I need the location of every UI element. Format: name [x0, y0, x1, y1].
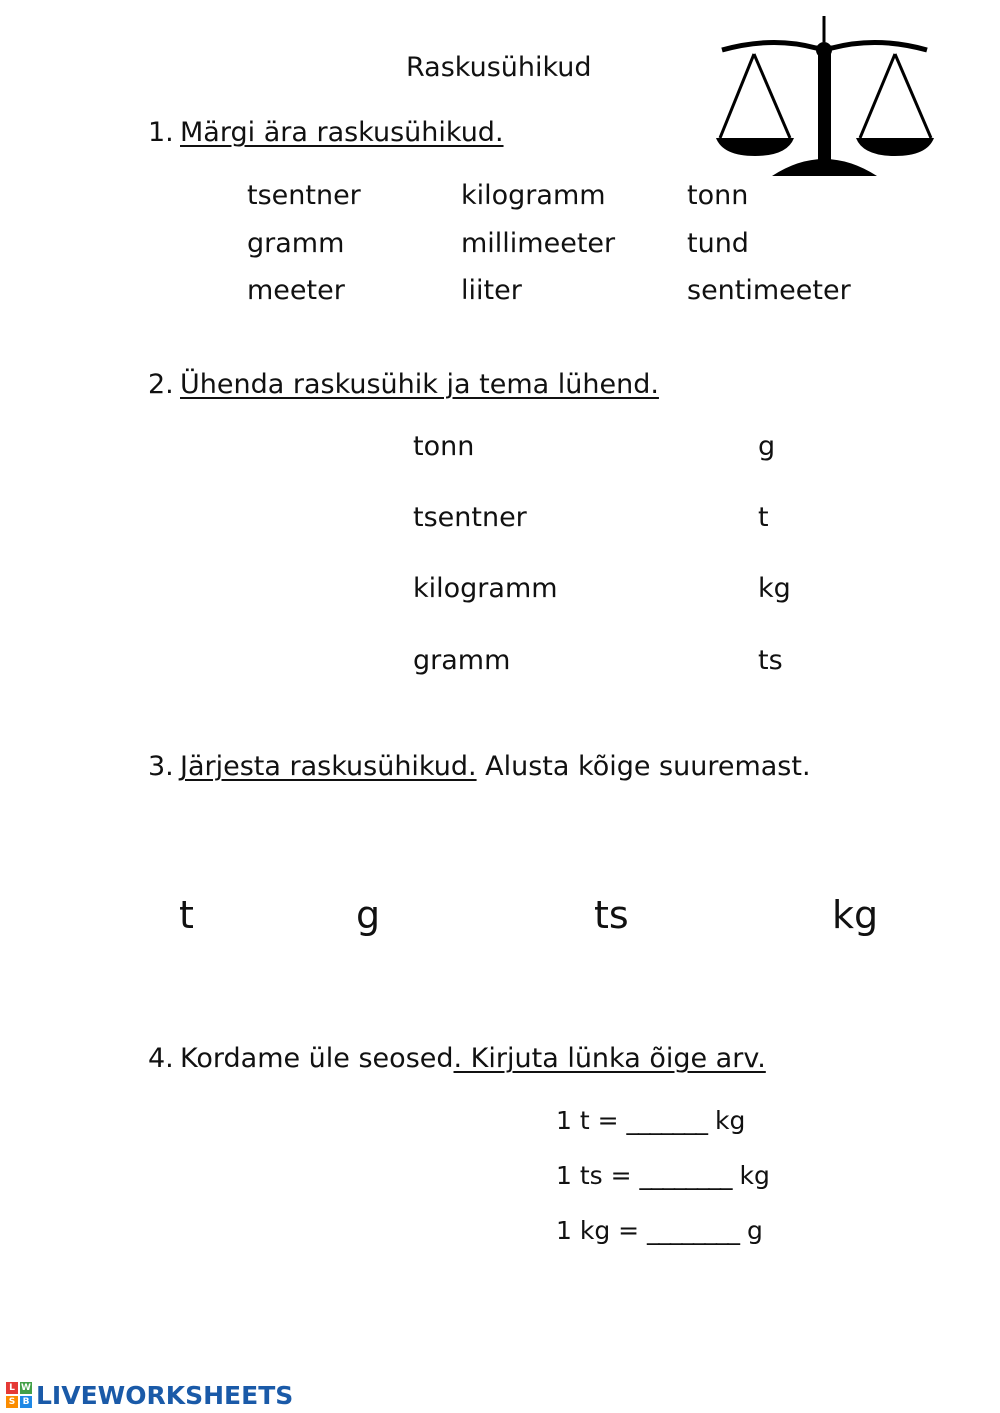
- q1-word[interactable]: gramm: [247, 228, 345, 259]
- q3-number: 3.: [148, 751, 174, 782]
- equation-left: 1 ts =: [556, 1161, 632, 1190]
- equation-unit: kg: [739, 1161, 770, 1190]
- balance-scale-icon: [712, 14, 937, 182]
- q1-prompt: Märgi ära raskusühikud.: [180, 117, 504, 148]
- equation-unit: g: [747, 1216, 763, 1245]
- q2-abbreviation[interactable]: g: [758, 431, 776, 462]
- q2-unit[interactable]: tonn: [413, 431, 475, 462]
- equation-left: 1 kg =: [556, 1216, 640, 1245]
- q2-abbreviation[interactable]: t: [758, 502, 769, 533]
- q4-prompt-underlined: . Kirjuta lünka õige arv.: [453, 1043, 766, 1074]
- q3-item[interactable]: kg: [832, 893, 879, 937]
- q2-prompt: Ühenda raskusühik ja tema lühend.: [180, 369, 659, 400]
- equation-unit: kg: [714, 1106, 746, 1135]
- q4-equation: [556, 1106, 745, 1135]
- q3-prompt-rest: Alusta kõige suuremast.: [476, 751, 811, 782]
- q4-equation: [556, 1161, 770, 1190]
- q2-number: 2.: [148, 369, 174, 400]
- q4-number: 4.: [148, 1043, 174, 1074]
- logo-text: LIVEWORKSHEETS: [36, 1380, 294, 1410]
- q4-prompt-plain: Kordame üle seosed: [180, 1043, 454, 1074]
- q3-item[interactable]: ts: [594, 893, 629, 937]
- q2-unit[interactable]: gramm: [413, 645, 511, 676]
- equation-left: 1 t =: [556, 1106, 619, 1135]
- q1-word[interactable]: millimeeter: [461, 228, 616, 259]
- answer-blank[interactable]: ________: [639, 1161, 732, 1190]
- page-title: Raskusühikud: [406, 52, 592, 83]
- q4-prompt: [180, 1043, 766, 1074]
- q4-equation: [556, 1216, 763, 1245]
- logo-icon: [6, 1382, 32, 1408]
- q2-abbreviation[interactable]: ts: [758, 645, 783, 676]
- q1-number: 1.: [148, 117, 174, 148]
- logo-cell: L: [6, 1382, 18, 1394]
- q1-word[interactable]: kilogramm: [461, 180, 606, 211]
- q3-prompt-underlined: Järjesta raskusühikud.: [180, 751, 477, 782]
- q1-word[interactable]: sentimeeter: [687, 275, 851, 306]
- q2-abbreviation[interactable]: kg: [758, 573, 791, 604]
- q1-word[interactable]: tsentner: [247, 180, 361, 211]
- answer-blank[interactable]: _______: [626, 1106, 708, 1135]
- q3-prompt: [180, 751, 811, 782]
- logo-cell: W: [21, 1383, 31, 1393]
- logo-cell: B: [20, 1396, 32, 1408]
- q1-word[interactable]: meeter: [247, 275, 345, 306]
- q2-unit[interactable]: kilogramm: [413, 573, 558, 604]
- q2-unit[interactable]: tsentner: [413, 502, 527, 533]
- q1-word[interactable]: tund: [687, 228, 749, 259]
- liveworksheets-logo[interactable]: [6, 1380, 293, 1410]
- q1-word[interactable]: tonn: [687, 180, 749, 211]
- q3-item[interactable]: t: [179, 893, 194, 937]
- logo-cell: S: [6, 1396, 18, 1408]
- answer-blank[interactable]: ________: [647, 1216, 740, 1245]
- q3-item[interactable]: g: [356, 893, 381, 937]
- q1-word[interactable]: liiter: [461, 275, 522, 306]
